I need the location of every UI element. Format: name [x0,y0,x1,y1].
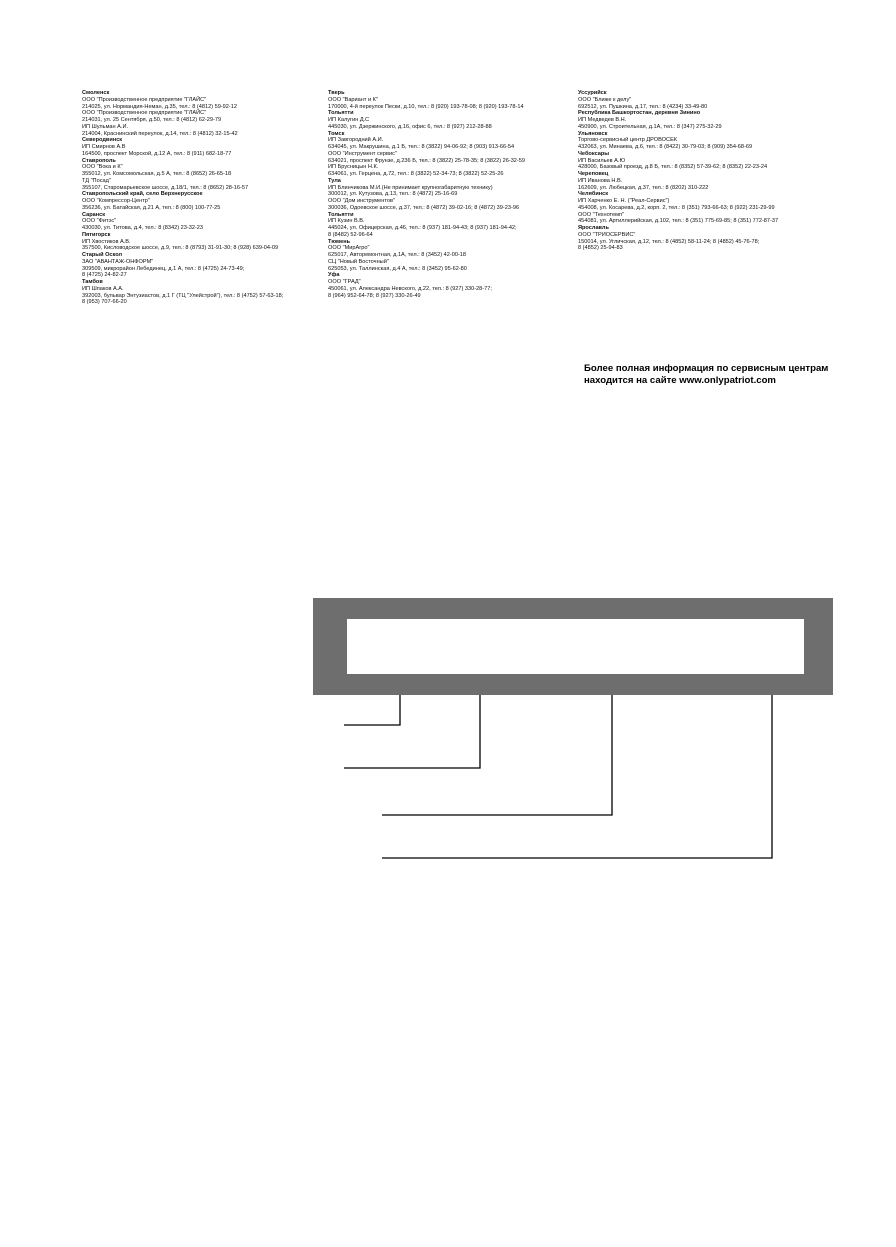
service-center-line: 634045, ул. Макрушина, д.1 Б, тел.: 8 (3822) 94-06-92; 8 (903) 913-66-54 [328,144,515,150]
service-center-line: Торгово-сервисный центр ДРОВОСЕК [578,137,678,144]
city-heading: Чебоксары [578,150,610,157]
service-center-line: ИП Медведев В.Н. [578,117,627,123]
service-center-line: 430030, ул. Титова, д.4, тел.: 8 (8342) 23-32-23 [82,225,204,231]
city-heading: Старый Оскол [82,252,123,258]
service-center-line: 8 (4725) 24-82-27 [82,272,127,279]
service-center-line: ИП Блинчикова М.И.(Не принимает крупногабаритную технику) [328,184,493,191]
service-center-line: 8 (8482) 52-96-64 [328,231,373,238]
city-heading: Смоленск [82,90,110,96]
city-heading: Ставрополь [82,157,116,164]
service-center-line: ИП Хвостиков А.В. [82,238,131,245]
service-center-line: ООО "Вока и К" [82,164,123,171]
service-center-line: 170000, 4-й переулок Пески, д.10, тел.: 8 (920) 193-78-08; 8 (920) 193-78-14 [328,103,524,110]
service-center-line: 634061, ул. Герцена, д.72, тел.: 8 (3822) 52-34-73; 8 (3822) 52-25-26 [328,171,504,177]
service-center-line: 432063, ул. Минаева, д.6, тел.: 8 (8422) 30-79-03; 8 (909) 354-68-69 [578,144,753,150]
callout-line-2 [344,695,480,768]
service-center-line: ИП Шпаков А.А. [82,285,124,292]
callout-line-4 [382,695,772,858]
more-info-line-1: Более полная информация по сервисным центрам [584,363,829,374]
city-heading: Тверь [328,90,345,96]
city-heading: Тамбов [82,279,103,285]
service-center-line: ООО "Фитэс" [82,218,117,225]
service-center-line: ООО "Дом инструментов" [328,198,395,204]
service-center-line: ООО "Производственное предприятие "ГЛАЙС" [82,110,207,117]
service-center-line: 445024, ул. Офицерская, д.46, тел.: 8 (937) 181-94-43; 8 (937) 181-94-42; [328,225,517,231]
service-center-line: 445030, ул. Дзержинского, д.16, офис 6, тел.: 8 (927) 212-28-88 [328,123,492,130]
city-heading: Уссурийск [578,90,607,96]
service-center-line: 214004, Краснинский переулок, д.14, тел.: 8 (4812) 32-15-42 [82,130,238,137]
city-heading: Северодвинск [82,137,123,144]
service-center-line: ООО "ТРИОСЕРВИС" [578,231,636,238]
service-center-line: 357500, Кисловодское шоссе, д.9, тел.: 8 (8793) 31-91-30; 8 (928) 639-04-09 [82,245,279,252]
service-center-line: ИП Калугин Д.С [328,117,370,123]
service-center-line: 355107, Старомарьевское шоссе, д.18/1, тел.: 8 (8652) 28-16-57 [82,184,249,191]
service-center-line: 162609, ул. Любецкая, д.37, тел.: 8 (8202) 310-222 [578,184,709,191]
service-center-line: 428000, Базовый проезд, д.8 Б, тел.: 8 (8352) 57-39-62; 8 (8352) 22-23-24 [578,164,768,171]
service-center-line: ООО "ГРАД" [328,279,361,285]
service-center-line: ООО "Инструмент сервис" [328,150,397,157]
service-center-line: 300012, ул. Кутузова, д.13, тел.: 8 (4872) 25-16-69 [328,191,458,198]
city-heading: Уфа [328,272,340,279]
city-heading: Томск [328,130,345,137]
service-center-line: 625017, Авторемонтная, д.1А, тел.: 8 (3452) 42-00-18 [328,252,467,258]
city-heading: Челябинск [578,191,609,198]
service-center-line: ЗАО "АВАНТАЖ-ОНФОРМ" [82,258,154,265]
service-center-line: ИП Смирнов А.В [82,144,126,150]
service-center-line: 8 (953) 707-66-20 [82,299,127,306]
service-center-line: 692512, ул. Пушкина, д.17, тел.: 8 (4234) 33-49-80 [578,103,708,110]
city-heading: Тольятти [328,110,354,117]
callout-line-3 [382,695,612,815]
service-center-line: 8 (4852) 25-94-83 [578,245,623,252]
service-center-line: ИП Харченко Е. Н. ("Реал-Сервис") [578,198,670,204]
service-center-line: ИП Завгородний А.И. [328,137,384,144]
service-center-line: ИП Шульман А.И. [82,123,129,130]
service-center-line: 450900, ул. Строительная, д.1А, тел.: 8 (347) 275-32-29 [578,123,722,130]
service-center-line: ИП Кузин В.В. [328,218,365,225]
city-heading: Тюмень [328,238,351,245]
service-center-line: 8 (964) 952-64-78; 8 (927) 330-26-49 [328,292,421,299]
service-center-line: ИП Иванова Н.В. [578,177,623,184]
service-center-line: ООО "Вариант и К" [328,96,378,103]
service-center-line: 634021, проспект Фрунзе, д.236 Б, тел.: 8 (3822) 25-78-35; 8 (3822) 26-32-59 [328,157,525,164]
city-heading: Пятигорск [82,231,111,238]
service-center-line: 355012, ул. Комсомольская, д.5 А, тел.: 8 (8652) 26-65-18 [82,171,232,177]
service-center-line: ИП Васильев А.Ю [578,157,626,164]
city-heading: Тула [328,177,341,184]
service-center-line: 392003, бульвар Энтузиастов, д.1 Г (ТЦ "Улейстрой"), тел.: 8 (4752) 57-63-18; [82,292,284,299]
city-heading: Ульяновск [578,130,608,137]
city-heading: Ярославль [578,225,609,231]
service-center-line: ООО "Компрессор-Центр" [82,198,150,204]
service-center-line: 300036, Одоевское шоссе, д.37, тел.: 8 (4872) 39-02-16; 8 (4872) 39-23-96 [328,204,520,211]
service-center-line: 214025, ул. Нормандия-Неман, д.35, тел.: 8 (4812) 59-92-12 [82,103,237,110]
service-center-line: 625053, ул. Таллинская, д.4 А, тел.: 8 (3452) 95-62-80 [328,265,467,272]
service-center-line: 454081, ул. Артиллерийская, д.102, тел.: 8 (351) 775-69-85; 8 (351) 772-87-37 [578,218,779,225]
more-info-line-2: находится на сайте www.onlypatriot.com [584,374,776,386]
service-center-line: ООО "МирАгро" [328,245,370,252]
service-center-line: 309509, микрорайон Лебединец, д.1 А, тел.: 8 (4725) 24-73-49; [82,265,245,272]
city-heading: Тольятти [328,211,354,218]
service-center-line: 450061, ул. Александра Невского, д.22, тел.: 8 (927) 330-28-77; [328,285,492,292]
city-heading: Саранск [82,211,106,218]
service-center-line: СЦ "Новый Восточный" [328,258,389,265]
callout-line-1 [344,695,400,725]
city-heading: Череповец [578,171,609,177]
city-heading: Республика Башкортостан, деревня Зинино [578,110,701,117]
service-center-line: 356236, ул. Батайская, д.21 А, тел.: 8 (800) 100-77-25 [82,204,221,211]
service-center-line: ООО "Технотемп" [578,211,625,218]
service-center-line: ООО "Ближе к делу" [578,96,632,103]
service-center-line: ИП Брусницын Н.К. [328,164,379,171]
service-center-line: 454008, ул. Косарева, д.2, корп. 2, тел.: 8 (351) 793-66-63; 8 (922) 231-29-99 [578,204,775,211]
service-center-line: ТД "Посад" [82,177,111,184]
service-center-line: 164500, проспект Морской, д.12 А, тел.: 8 (911) 682-18-77 [82,150,232,157]
service-center-line: ООО "Производственное предприятие "ГЛАЙС" [82,96,207,103]
service-center-line: 214031, ул. 25 Сентября, д.50, тел.: 8 (4812) 62-29-79 [82,117,222,123]
service-center-line: 150014, ул. Угличская, д.12, тел.: 8 (4852) 58-11-24; 8 (4852) 45-76-78; [578,238,760,245]
city-heading: Ставропольский край, село Верхнерусское [82,191,203,198]
